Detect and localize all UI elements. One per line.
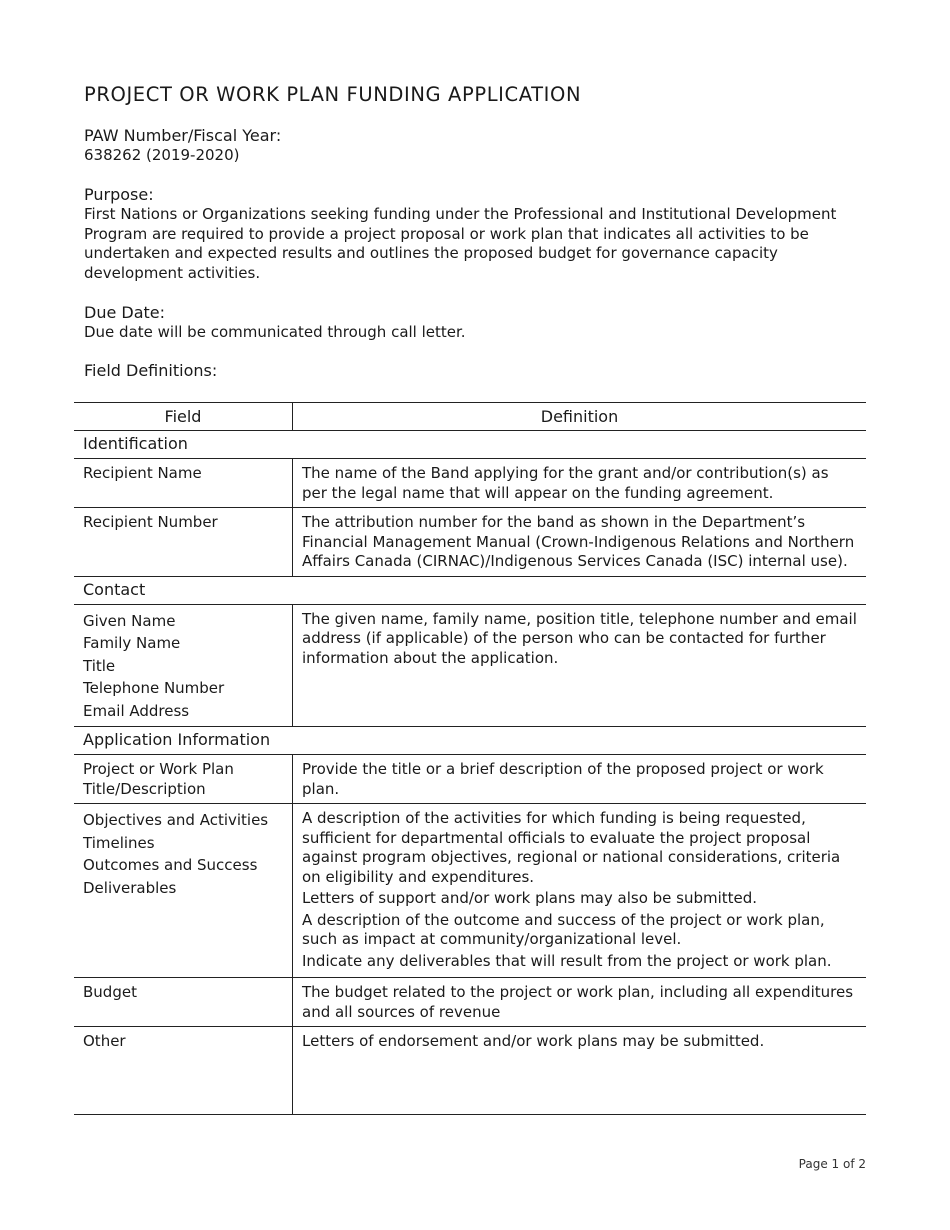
definition-objectives [293,804,867,978]
field-objectives-activities: Objectives and Activities [83,811,269,829]
purpose-label: Purpose: [84,185,154,204]
definition-budget: The budget related to the project or work plan, including all expenditures and all sources of revenue [293,978,867,1027]
field-project-title-list [74,755,293,804]
page-number: Page 1 of 2 [798,1157,866,1171]
table-row [74,978,866,1027]
field-definitions-heading [84,360,854,381]
field-budget: Budget [74,978,293,1027]
definition-letters-support: Letters of support and/or work plans may also be submitted. [302,889,758,907]
purpose-text: First Nations or Organizations seeking funding under the Professional and Institutional Development Program are required to provide a project proposal or work plan that indicates all activities to be undertaken and expected results and outlines the proposed budget for governance capacity development activities. [84,205,837,282]
field-recipient-number: Recipient Number [74,508,293,577]
field-timelines: Timelines [83,833,155,852]
paw-value: 638262 (2019-2020) [84,146,240,164]
definition-recipient-number: The attribution number for the band as shown in the Department’s Financial Management Manual (Crown-Indigenous Relations and Northern Affairs Canada (CIRNAC)/Indigenous Services Canada (ISC) internal use). [293,508,867,577]
definition-deliverables: Indicate any deliverables that will result from the project or work plan. [302,951,832,970]
section-row-application [74,727,866,755]
header-definition: Definition [293,403,867,431]
definition-objectives-activities: A description of the activities for which funding is being requested, sufficient for departmental officials to evaluate the project proposal against program objectives, regional or national considerations, criteria on eligibility and expenditures. [302,809,841,886]
field-given-name: Given Name [83,611,176,630]
field-telephone-number: Telephone Number [83,679,225,697]
section-row-contact [74,576,866,604]
table-header-row [74,403,866,431]
field-project-work-plan: Project or Work Plan [83,760,234,778]
table-row [74,459,866,508]
section-row-identification [74,431,866,459]
field-contact-list [74,604,293,727]
table-row [74,604,866,727]
table-row [74,755,866,804]
definition-other: Letters of endorsement and/or work plans may be submitted. [293,1027,867,1115]
table-row [74,508,866,577]
definition-project-title: Provide the title or a brief description of the proposed project or work plan. [293,755,867,804]
field-definitions-label: Field Definitions: [84,361,218,380]
field-email-address: Email Address [83,701,190,720]
purpose-section [84,184,854,283]
field-other: Other [74,1027,293,1115]
definition-contact: The given name, family name, position title, telephone number and email address (if applicable) of the person who can be contacted for further information about the application. [293,604,867,727]
document-title: PROJECT OR WORK PLAN FUNDING APPLICATION [84,83,582,106]
due-date-label: Due Date: [84,303,166,322]
field-objectives-list [74,804,293,978]
definition-recipient-name: The name of the Band applying for the grant and/or contribution(s) as per the legal name that will appear on the funding agreement. [293,459,867,508]
header-field: Field [74,403,293,431]
section-identification: Identification [74,431,866,459]
definition-outcome-success: A description of the outcome and success of the project or work plan, such as impact at community/organizational level. [302,910,825,948]
field-recipient-name: Recipient Name [74,459,293,508]
table-row [74,1027,866,1115]
section-contact: Contact [74,576,866,604]
field-title-description: Title/Description [83,779,206,798]
table-row [74,804,866,978]
paw-section [84,125,854,166]
field-deliverables: Deliverables [83,878,177,897]
due-date-section [84,302,854,343]
field-definitions-table [74,402,866,1115]
field-family-name: Family Name [83,634,181,652]
field-outcomes-success: Outcomes and Success [83,856,258,874]
section-application: Application Information [74,727,866,755]
due-date-text: Due date will be communicated through call letter. [84,323,466,341]
field-title: Title [83,656,116,675]
paw-label: PAW Number/Fiscal Year: [84,126,282,145]
